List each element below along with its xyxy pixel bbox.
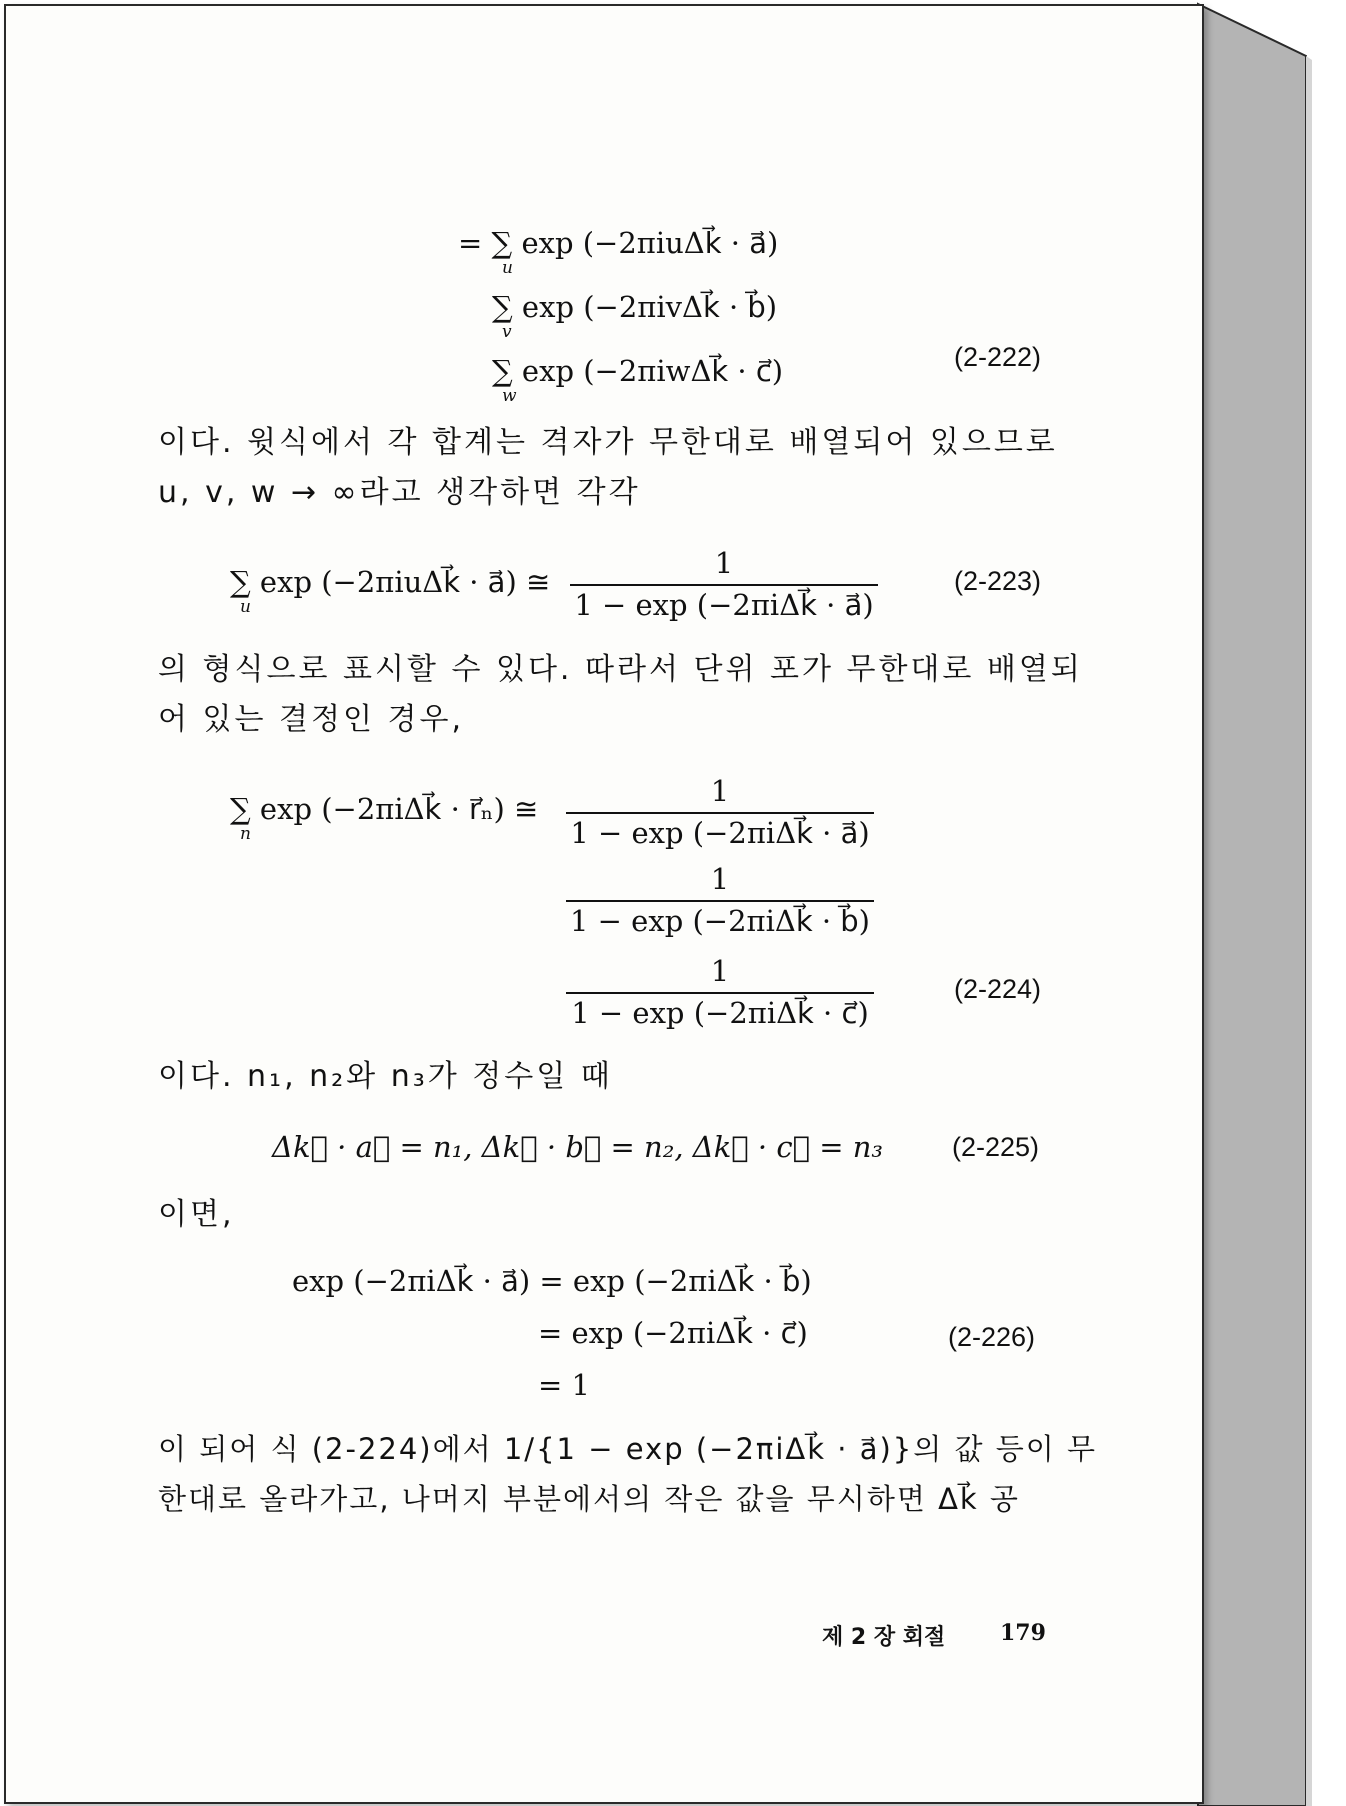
eq-225-number: (2-225)	[952, 1132, 1040, 1162]
paragraph-5-line-2: 한대로 올라가고, 나머지 부분에서의 작은 값을 무시하면 Δk⃗ 공	[158, 1482, 1020, 1516]
eq-224-denominator-a: 1 − exp (−2πiΔk⃗ · a⃗)	[570, 816, 870, 850]
eq-222-number: (2-222)	[954, 342, 1042, 372]
eq-224-index: n	[240, 824, 251, 844]
eq-223-lhs: ∑ exp (−2πiuΔk⃗ · a⃗) ≅	[230, 565, 551, 599]
paragraph-1-line-2: u, v, w → ∞라고 생각하면 각각	[158, 475, 641, 510]
eq-226-line3: = 1	[538, 1368, 590, 1402]
paragraph-2-line-1: 의 형식으로 표시할 수 있다. 따라서 단위 포가 무한대로 배열되	[158, 652, 1083, 687]
page-number: 179	[1000, 1620, 1046, 1646]
paragraph-2-line-2: 어 있는 결정인 경우,	[158, 702, 464, 737]
eq-223-number: (2-223)	[954, 566, 1042, 596]
eq-224-fraction-a	[566, 774, 874, 850]
paragraph-5-line-1: 이 되어 식 (2-224)에서 1/{1 − exp (−2πiΔk⃗ · a⃗)}의 값 등이 무	[158, 1432, 1097, 1466]
eq-224-denominator-b: 1 − exp (−2πiΔk⃗ · b⃗)	[570, 904, 870, 938]
eq-223-fraction	[570, 546, 878, 622]
eq-224-lhs: ∑ exp (−2πiΔk⃗ · r⃗ₙ) ≅	[230, 792, 539, 826]
eq-222-index-u: u	[502, 258, 513, 278]
eq-224-fraction-b	[566, 862, 874, 938]
eq-222-line2: ∑ exp (−2πivΔk⃗ · b⃗)	[492, 290, 778, 324]
eq-224-denominator-c: 1 − exp (−2πiΔk⃗ · c⃗)	[571, 996, 869, 1030]
eq-224-fraction-c	[566, 954, 874, 1030]
eq-223-index: u	[240, 597, 251, 617]
eq-224-numerator-b: 1	[566, 862, 874, 902]
eq-223-denominator: 1 − exp (−2πiΔk⃗ · a⃗)	[574, 588, 874, 622]
eq-223-numerator: 1	[570, 546, 878, 586]
eq-224-numerator-c: 1	[566, 954, 874, 994]
eq-222-index-v: v	[502, 322, 512, 342]
paragraph-1-line-1: 이다. 윗식에서 각 합계는 격자가 무한대로 배열되어 있으므로	[158, 425, 1058, 460]
eq-226-number: (2-226)	[948, 1322, 1036, 1352]
running-footer-chapter: 제 2 장 회절	[822, 1625, 946, 1650]
eq-222-line3: ∑ exp (−2πiwΔk⃗ · c⃗)	[492, 354, 784, 388]
paragraph-4-line-1: 이면,	[158, 1197, 235, 1232]
eq-222-index-w: w	[502, 386, 517, 406]
eq-226-line1: exp (−2πiΔk⃗ · a⃗) = exp (−2πiΔk⃗ · b⃗)	[292, 1264, 812, 1298]
eq-225-body: Δk⃗ · a⃗ = n₁, Δk⃗ · b⃗ = n₂, Δk⃗ · c⃗ = n₃	[272, 1130, 884, 1164]
eq-224-numerator-a: 1	[566, 774, 874, 814]
eq-224-number: (2-224)	[954, 974, 1042, 1004]
eq-226-line2: = exp (−2πiΔk⃗ · c⃗)	[538, 1316, 808, 1350]
eq-222-line1: = ∑ exp (−2πiuΔk⃗ · a⃗)	[458, 226, 779, 260]
paragraph-3-line-1: 이다. n₁, n₂와 n₃가 정수일 때	[158, 1059, 613, 1094]
